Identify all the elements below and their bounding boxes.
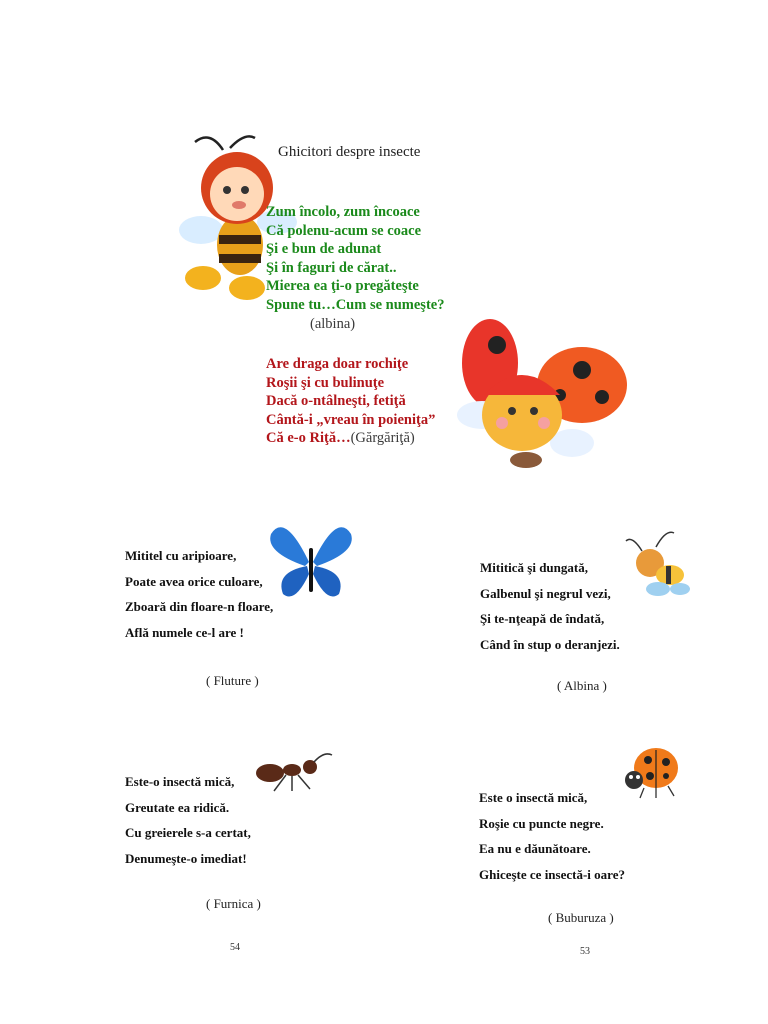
page-number-left: 54 <box>230 942 240 953</box>
poem-line: Şi te-nţeapă de îndată, <box>480 611 605 627</box>
riddle-answer: (albina) <box>310 315 356 332</box>
poem-line: Află numele ce-l are ! <box>125 624 244 640</box>
cartoon-ladybug-illustration <box>452 305 632 470</box>
bee-riddle-poem <box>266 203 444 333</box>
ant-answer: ( Furnica ) <box>206 896 261 911</box>
ant-riddle <box>125 769 251 871</box>
poem-line: Când în stup o deranjezi. <box>480 636 620 652</box>
poem-line: Ghiceşte ce insectă-i oare? <box>479 866 625 882</box>
ladybug-riddle <box>479 785 625 887</box>
ladybug-riddle-poem <box>266 355 435 448</box>
poem-line: Zum încolo, zum încoace <box>266 204 420 220</box>
poem-line: Este o insectă mică, <box>479 790 588 805</box>
poem-line <box>266 429 435 448</box>
poem-line: Ea nu e dăunătoare. <box>479 841 591 857</box>
poem-line: Mititică şi dungată, <box>480 560 588 575</box>
poem-line: Zboară din floare-n floare, <box>125 599 274 615</box>
poem-line: Roşie cu puncte negre. <box>479 815 604 831</box>
poem-line: Greutate ea ridică. <box>125 799 230 815</box>
ladybug-answer: ( Buburuza ) <box>548 910 614 925</box>
poem-line: Galbenul şi negrul vezi, <box>480 585 611 601</box>
riddle-answer: (Gărgăriţă) <box>350 430 415 447</box>
poem-line: Cu greierele s-a certat, <box>125 825 251 841</box>
poem-line: Şi în faguri de cărat.. <box>266 259 397 276</box>
poem-line-text: Că e-o Riţă… <box>266 430 351 447</box>
poem-line: Dacă o-ntâlneşti, fetiţă <box>266 393 406 410</box>
page-title: Ghicitori despre insecte <box>278 144 421 160</box>
butterfly-answer: ( Fluture ) <box>206 673 259 688</box>
blue-butterfly-illustration <box>265 522 357 604</box>
small-bee-illustration <box>622 525 694 611</box>
poem-line: Mititel cu aripioare, <box>125 548 237 563</box>
page-number-right: 53 <box>580 946 590 957</box>
bee-riddle <box>480 555 620 657</box>
poem-line: Spune tu…Cum se numeşte? <box>266 296 445 313</box>
poem-line: Poate avea orice culoare, <box>125 573 263 589</box>
ant-illustration <box>252 745 340 795</box>
poem-line: Denumeşte-o imediat! <box>125 850 247 866</box>
poem-line: Roşii şi cu bulinuţe <box>266 374 385 391</box>
poem-line: Că polenu-acum se coace <box>266 222 422 239</box>
poem-line: Şi e bun de adunat <box>266 241 382 258</box>
poem-line: Mierea ea ţi-o pregăteşte <box>266 278 419 295</box>
poem-line: Este-o insectă mică, <box>125 774 235 789</box>
bee-answer: ( Albina ) <box>557 678 607 693</box>
poem-line: Are draga doar rochiţe <box>266 356 409 372</box>
ladybug-illustration <box>620 742 682 800</box>
butterfly-riddle <box>125 543 273 645</box>
poem-line: Cântă-i „vreau în poieniţa” <box>266 411 436 428</box>
